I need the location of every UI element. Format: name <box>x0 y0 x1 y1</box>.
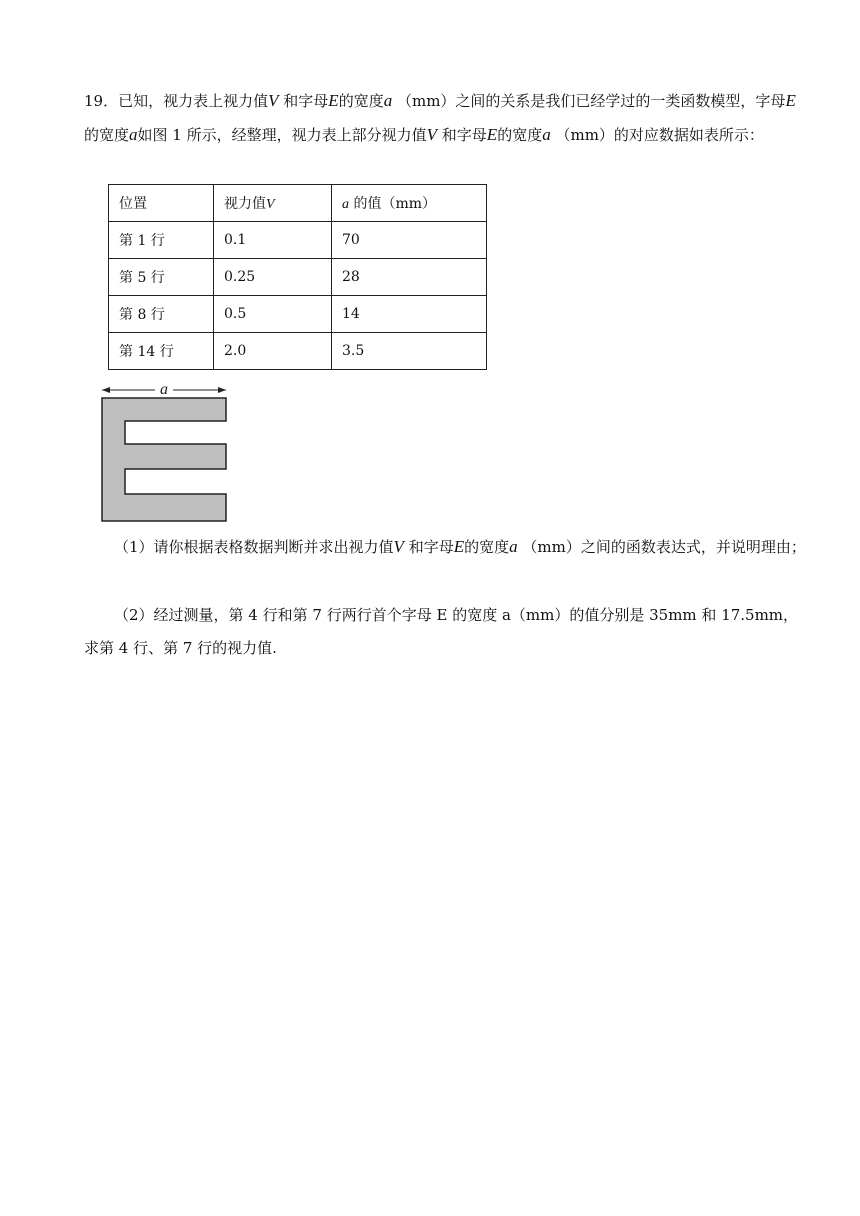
letter-e-figure <box>100 380 230 524</box>
width-label-a: a <box>160 381 168 398</box>
letter-e-shape <box>102 398 226 521</box>
table-row: 第 1 行 0.1 70 <box>109 222 487 259</box>
table-header-row <box>109 185 487 222</box>
question-number: 19． <box>84 92 119 110</box>
part-1-text: （1）请你根据表格数据判断并求出视力值V 和字母E的宽度a （mm）之间的函数表达式，并说明理由； <box>114 537 806 556</box>
dimension-arrow-right <box>218 387 226 393</box>
table-row: 第 8 行 0.5 14 <box>109 296 487 333</box>
header-a-value: a 的值（mm） <box>332 185 487 222</box>
header-position: 位置 <box>109 185 214 222</box>
dimension-arrow-left <box>102 387 110 393</box>
vision-data-table <box>108 184 487 370</box>
part-2-text: （2）经过测量，第 4 行和第 7 行两行首个字母 E 的宽度 a（mm）的值分别是 35mm 和 17.5mm，求第 4 行、第 7 行的视力值. <box>84 606 799 657</box>
question-stem: 19．已知，视力表上视力值V 和字母E的宽度a （mm）之间的关系是我们已经学过的一类函数模型，字母E的宽度a如图 1 所示，经整理，视力表上部分视力值V 和字母E的宽度a （mm）的对应数据如表所示： <box>84 91 796 144</box>
header-vision-value: 视力值V <box>214 185 332 222</box>
table-row: 第 5 行 0.25 28 <box>109 259 487 296</box>
table-row: 第 14 行 2.0 3.5 <box>109 333 487 370</box>
